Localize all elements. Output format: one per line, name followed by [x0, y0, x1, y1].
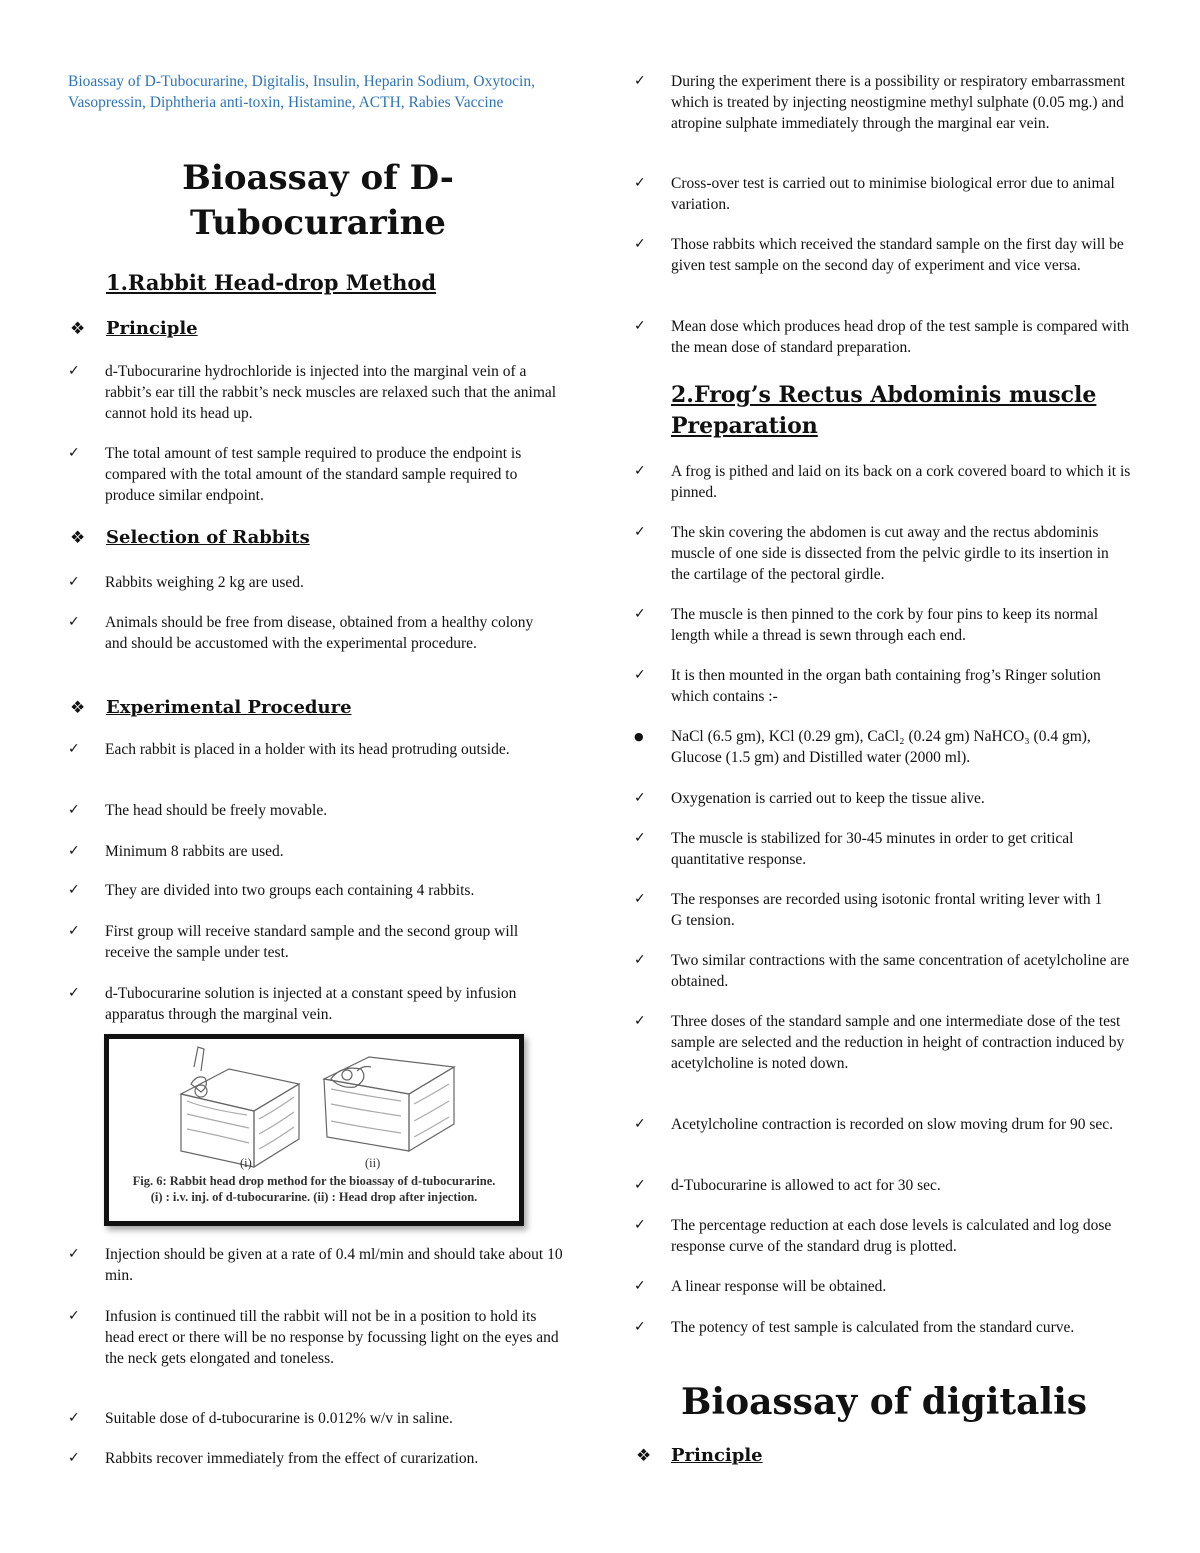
diamond-icon: ❖: [636, 1446, 652, 1465]
checkmark-icon: ✓: [634, 318, 646, 334]
list-item-text: First group will receive standard sample and the second group will receive the sample under test.: [105, 923, 519, 961]
bullet-icon: ●: [634, 730, 644, 743]
checkmark-icon: ✓: [68, 802, 80, 818]
list-item-text: A linear response will be obtained.: [671, 1278, 887, 1295]
list-item-text: Three doses of the standard sample and one intermediate dose of the test sample are selected and the reduction in height of contraction induced by acetylcholine is noted down.: [671, 1013, 1125, 1072]
list-item-text: The percentage reduction at each dose levels is calculated and log dose response curve of the standard drug is plotted.: [671, 1217, 1112, 1255]
list-item-text: d-Tubocurarine hydrochloride is injected into the marginal vein of a rabbit’s ear till the rabbit’s neck muscles are relaxed such that the animal cannot hold its head up.: [105, 363, 557, 422]
diamond-icon: ❖: [70, 319, 86, 338]
checkmark-icon: ✓: [68, 882, 80, 898]
figure-caption-line2: (i) : i.v. inj. of d-tubocurarine. (ii) : Head drop after injection.: [150, 1190, 478, 1204]
figure-caption: [109, 1173, 519, 1205]
list-item-text: NaCl (6.5 gm), KCl (0.29 gm), CaCl₂ (0.24 gm) NaHCO₃ (0.4 gm), Glucose (1.5 gm) and Distilled water (2000 ml).: [671, 728, 1091, 766]
checkmark-icon: ✓: [634, 1278, 646, 1294]
heading-frog-rectus-line1: 2.Frog’s Rectus Abdominis muscle: [671, 382, 1097, 408]
list-item-text: The head should be freely movable.: [105, 802, 328, 819]
heading-frog-rectus-line2: Preparation: [671, 413, 818, 439]
checkmark-icon: ✓: [68, 985, 80, 1001]
list-item-text: Mean dose which produces head drop of the test sample is compared with the mean dose of standard preparation.: [671, 318, 1129, 356]
list-item-text: Two similar contractions with the same concentration of acetylcholine are obtained.: [671, 952, 1130, 990]
list-item-text: The responses are recorded using isotonic frontal writing lever with 1 G tension.: [671, 891, 1103, 929]
list-item-text: Suitable dose of d-tubocurarine is 0.012% w/v in saline.: [105, 1410, 453, 1427]
list-item-text: The skin covering the abdomen is cut away and the rectus abdominis muscle of one side is dissected from the pelvic girdle to its insertion in the cartilage of the pectoral girdle.: [671, 524, 1109, 583]
checkmark-icon: ✓: [634, 1177, 646, 1193]
checkmark-icon: ✓: [634, 830, 646, 846]
list-item-text: The total amount of test sample required to produce the endpoint is compared with the total amount of the standard sample required to produce similar endpoint.: [105, 445, 522, 504]
checkmark-icon: ✓: [634, 1013, 646, 1029]
list-item-text: Each rabbit is placed in a holder with its head protruding outside.: [105, 741, 510, 758]
list-item-text: A frog is pithed and laid on its back on a cork covered board to which it is pinned.: [671, 463, 1131, 501]
checkmark-icon: ✓: [68, 363, 80, 379]
list-item-text: It is then mounted in the organ bath containing frog’s Ringer solution which contains :-: [671, 667, 1101, 705]
checkmark-icon: ✓: [68, 741, 80, 757]
list-item-text: Those rabbits which received the standard sample on the first day will be given test sample on the second day of experiment and vice versa.: [671, 236, 1124, 274]
checkmark-icon: ✓: [68, 1308, 80, 1324]
list-item-text: Rabbits recover immediately from the effect of curarization.: [105, 1450, 479, 1467]
list-item-text: Infusion is continued till the rabbit will not be in a position to hold its head erect or there will be no response by focussing light on the eyes and the neck gets elongated and toneless.: [105, 1308, 559, 1367]
list-item-text: Rabbits weighing 2 kg are used.: [105, 574, 304, 591]
list-item-text: Minimum 8 rabbits are used.: [105, 843, 284, 860]
checkmark-icon: ✓: [634, 1116, 646, 1132]
rabbit-holder-illustration: [109, 1039, 519, 1171]
checkmark-icon: ✓: [68, 445, 80, 461]
checkmark-icon: ✓: [634, 952, 646, 968]
heading-rabbit-head-drop: 1.Rabbit Head-drop Method: [106, 270, 437, 295]
figure-label-i: (i): [240, 1156, 252, 1170]
diamond-icon: ❖: [70, 528, 86, 547]
checkmark-icon: ✓: [634, 175, 646, 191]
checkmark-icon: ✓: [68, 843, 80, 859]
heading-digitalis-principle: Principle: [671, 1445, 763, 1466]
checkmark-icon: ✓: [68, 614, 80, 630]
list-item-text: d-Tubocurarine solution is injected at a constant speed by infusion apparatus through the marginal vein.: [105, 985, 517, 1023]
list-item-text: Animals should be free from disease, obtained from a healthy colony and should be accustomed with the experimental procedure.: [105, 614, 534, 652]
list-item-text: They are divided into two groups each containing 4 rabbits.: [105, 882, 475, 899]
list-item-text: Oxygenation is carried out to keep the tissue alive.: [671, 790, 985, 807]
list-item-text: Injection should be given at a rate of 0.4 ml/min and should take about 10 min.: [105, 1246, 563, 1284]
title-tubocurarine-line2: Tubocurarine: [190, 203, 446, 243]
title-digitalis: Bioassay of digitalis: [680, 1381, 1088, 1423]
list-item-text: Cross-over test is carried out to minimise biological error due to animal variation.: [671, 175, 1115, 213]
heading-principle: Principle: [106, 318, 198, 339]
heading-selection-of-rabbits: Selection of Rabbits: [106, 527, 310, 548]
heading-experimental-procedure: Experimental Procedure: [106, 697, 352, 718]
checkmark-icon: ✓: [68, 574, 80, 590]
checkmark-icon: ✓: [68, 1246, 80, 1262]
checkmark-icon: ✓: [68, 923, 80, 939]
checkmark-icon: ✓: [634, 1217, 646, 1233]
list-item-text: During the experiment there is a possibility or respiratory embarrassment which is treated by injecting neostigmine methyl sulphate (0.05 mg.) and atropine sulphate immediately through the marginal ear vein.: [671, 73, 1126, 132]
list-item-text: The muscle is stabilized for 30-45 minutes in order to get critical quantitative response.: [671, 830, 1074, 868]
list-item-text: The potency of test sample is calculated from the standard curve.: [671, 1319, 1075, 1336]
figure-caption-line1: Fig. 6: Rabbit head drop method for the bioassay of d-tubocurarine.: [132, 1174, 496, 1188]
checkmark-icon: ✓: [634, 1319, 646, 1335]
checkmark-icon: ✓: [634, 891, 646, 907]
checkmark-icon: ✓: [634, 790, 646, 806]
figure-rabbit-head-drop: [104, 1034, 524, 1226]
title-tubocurarine-line1: Bioassay of D-: [182, 158, 454, 198]
checkmark-icon: ✓: [634, 606, 646, 622]
list-item-text: Acetylcholine contraction is recorded on slow moving drum for 90 sec.: [671, 1116, 1114, 1133]
checkmark-icon: ✓: [68, 1450, 80, 1466]
checkmark-icon: ✓: [634, 73, 646, 89]
topics-list: Bioassay of D-Tubocurarine, Digitalis, Insulin, Heparin Sodium, Oxytocin, Vasopressin, Diphtheria anti-toxin, Histamine, ACTH, Rabies Vaccine: [68, 73, 535, 111]
checkmark-icon: ✓: [634, 667, 646, 683]
figure-label-ii: (ii): [365, 1156, 381, 1170]
checkmark-icon: ✓: [68, 1410, 80, 1426]
diamond-icon: ❖: [70, 698, 86, 717]
list-item-text: The muscle is then pinned to the cork by four pins to keep its normal length while a thread is sewn through each end.: [671, 606, 1099, 644]
checkmark-icon: ✓: [634, 236, 646, 252]
checkmark-icon: ✓: [634, 463, 646, 479]
list-item-text: d-Tubocurarine is allowed to act for 30 sec.: [671, 1177, 941, 1194]
checkmark-icon: ✓: [634, 524, 646, 540]
